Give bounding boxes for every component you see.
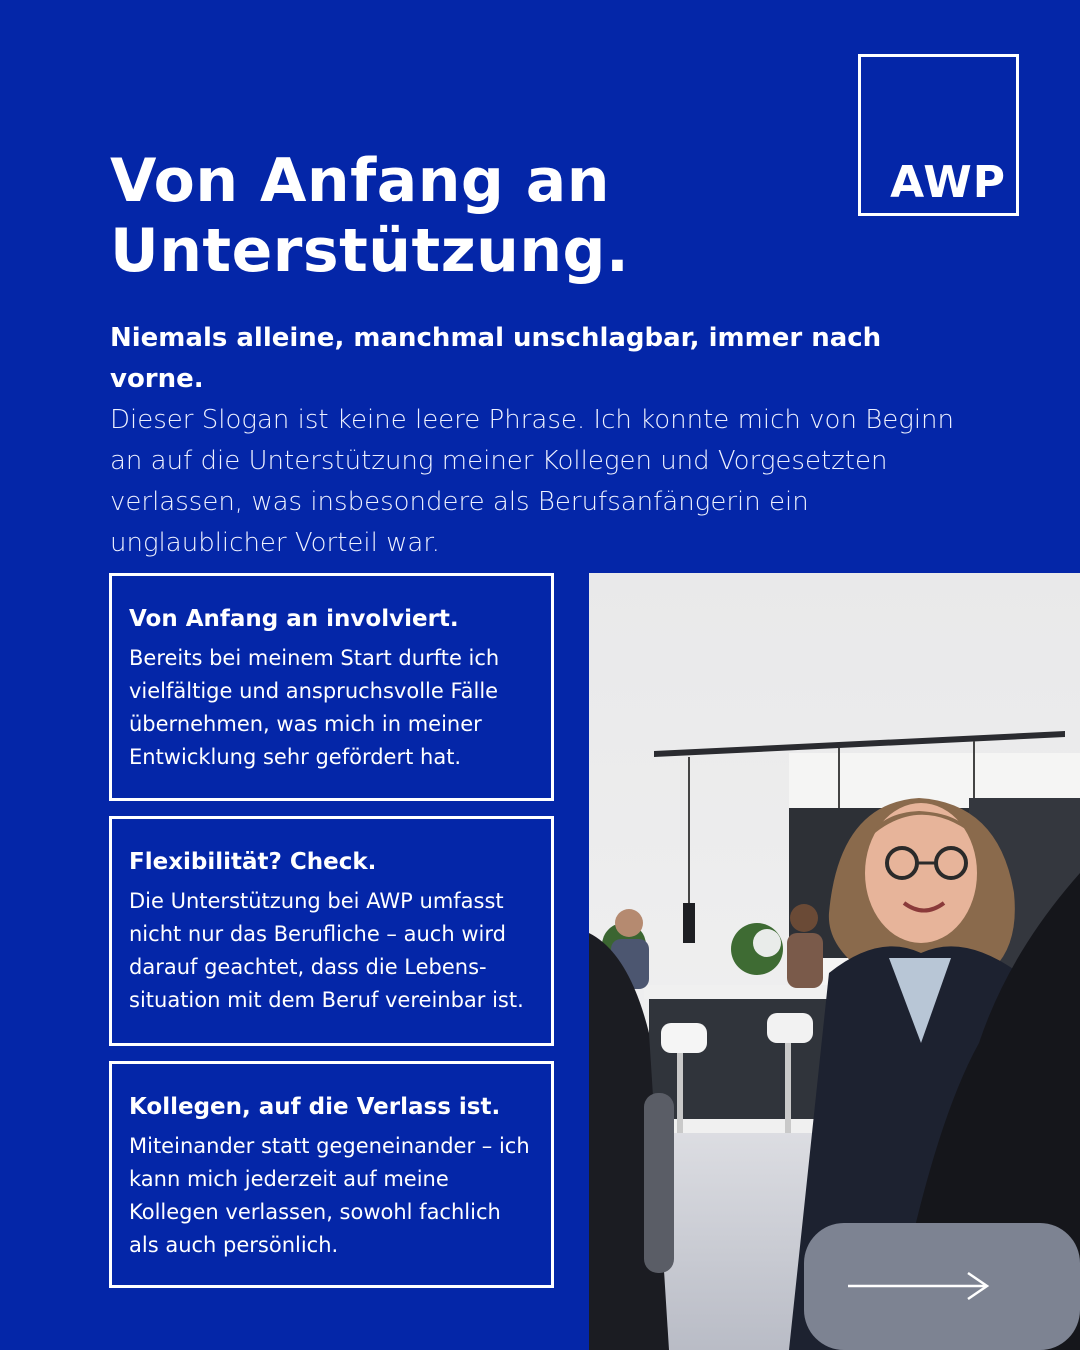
title-line-2: Unterstützung. — [110, 216, 630, 286]
card-text: Die Unterstützung bei AWP umfasst nicht nur das Berufliche – auch wird darauf geachtet, dass die Lebens-situation mit dem Beruf vereinbar ist. — [129, 889, 524, 1012]
office-photo — [589, 573, 1080, 1350]
logo-text: AWP — [890, 157, 1006, 208]
awp-logo — [858, 54, 1019, 216]
card-title: Flexibilität? Check. — [129, 849, 377, 875]
page-title — [110, 146, 810, 286]
arrow-right-icon[interactable] — [846, 1270, 992, 1302]
card-title: Kollegen, auf die Verlass ist. — [129, 1094, 501, 1120]
intro-body: Dieser Slogan ist keine leere Phrase. Ich konnte mich von Beginn an auf die Unterstützung meiner Kollegen und Vorgesetzten verlassen, was insbesondere als Berufsanfängerin ein unglaublicher Vorteil war. — [110, 405, 954, 558]
card-text: Miteinander statt gegeneinander – ich kann mich jederzeit auf meine Kollegen verlassen, sowohl fachlich als auch persönlich. — [129, 1134, 530, 1257]
card-kollegen — [109, 1061, 554, 1288]
title-line-1: Von Anfang an — [110, 146, 610, 216]
card-flexibilitaet — [109, 816, 554, 1046]
intro-lead: Niemals alleine, manchmal unschlagbar, immer nach vorne. — [110, 323, 882, 394]
card-text: Bereits bei meinem Start durfte ich vielfältige und anspruchsvolle Fälle übernehmen, was mich in meiner Entwicklung sehr gefördert hat. — [129, 646, 500, 769]
card-involviert — [109, 573, 554, 801]
intro-text — [110, 318, 980, 564]
card-title: Von Anfang an involviert. — [129, 606, 459, 632]
